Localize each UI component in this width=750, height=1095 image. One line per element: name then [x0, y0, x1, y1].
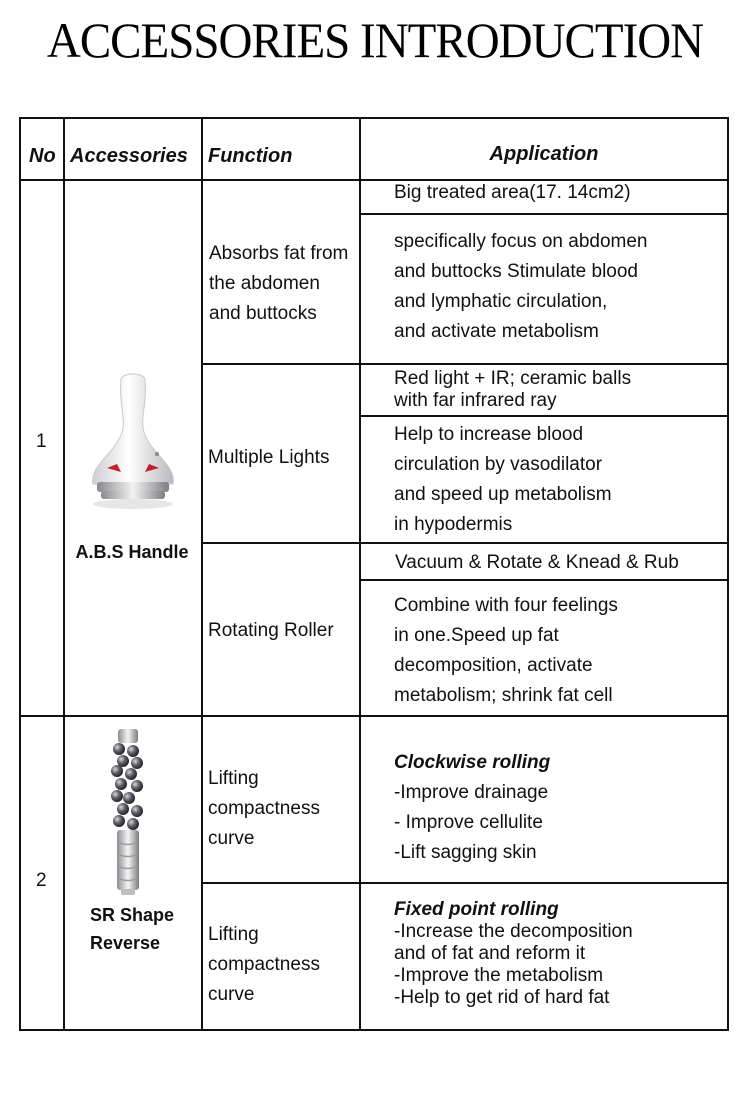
header-function: Function	[208, 145, 293, 167]
header-application: Application	[489, 143, 599, 165]
row-divider	[201, 882, 729, 884]
table-border-right	[727, 117, 729, 1031]
function-text: Absorbs fat from the abdomen and buttocks	[209, 243, 349, 324]
table-border-bottom	[19, 1029, 729, 1031]
row-number: 2	[36, 870, 47, 891]
accessory-name: Reverse	[90, 933, 161, 953]
function-text: Multiple Lights	[208, 447, 330, 468]
row-divider	[359, 415, 729, 417]
application-text: Fixed point rolling -Increase the decomposition and of fat and reform it -Improve the metabolism -Help to get rid of hard fat	[394, 899, 633, 1008]
row-divider	[359, 579, 729, 581]
application-text: Big treated area(17. 14cm2)	[394, 182, 631, 203]
accessory-name: SR Shape	[90, 905, 175, 925]
application-text: Red light + IR; ceramic balls with far infrared ray	[394, 368, 632, 411]
application-text: Combine with four feelings in one.Speed up fat decomposition, activate metabolism; shrink fat cell	[394, 595, 618, 706]
table-border-left	[19, 117, 21, 1031]
row-divider	[201, 363, 729, 365]
row-number: 1	[36, 431, 47, 452]
accessories-table	[19, 117, 729, 1031]
column-divider	[63, 117, 65, 1031]
page-title: ACCESSORIES INTRODUCTION	[46, 13, 704, 69]
row-divider	[19, 715, 729, 717]
abs-handle-image	[85, 372, 181, 512]
function-text: Lifting compactness curve	[208, 768, 320, 849]
application-text: Vacuum & Rotate & Knead & Rub	[395, 552, 679, 573]
application-text: specifically focus on abdomen and buttocks Stimulate blood and lymphatic circulation, and activate metabolism	[394, 231, 648, 342]
function-text: Lifting compactness curve	[208, 924, 320, 1005]
function-text: Rotating Roller	[208, 620, 334, 641]
application-text: Clockwise rolling -Improve drainage - Improve cellulite -Lift sagging skin	[394, 752, 551, 863]
table-border-top	[19, 117, 729, 119]
sr-shape-roller-image	[107, 727, 149, 897]
row-divider	[359, 213, 729, 215]
header-no: No	[29, 145, 56, 167]
row-divider	[201, 542, 729, 544]
application-text: Help to increase blood circulation by vasodilator and speed up metabolism in hypodermis	[394, 424, 612, 535]
accessory-name: A.B.S Handle	[75, 542, 189, 562]
column-divider	[201, 117, 203, 1031]
column-divider	[359, 117, 361, 1031]
header-accessories: Accessories	[70, 145, 188, 167]
